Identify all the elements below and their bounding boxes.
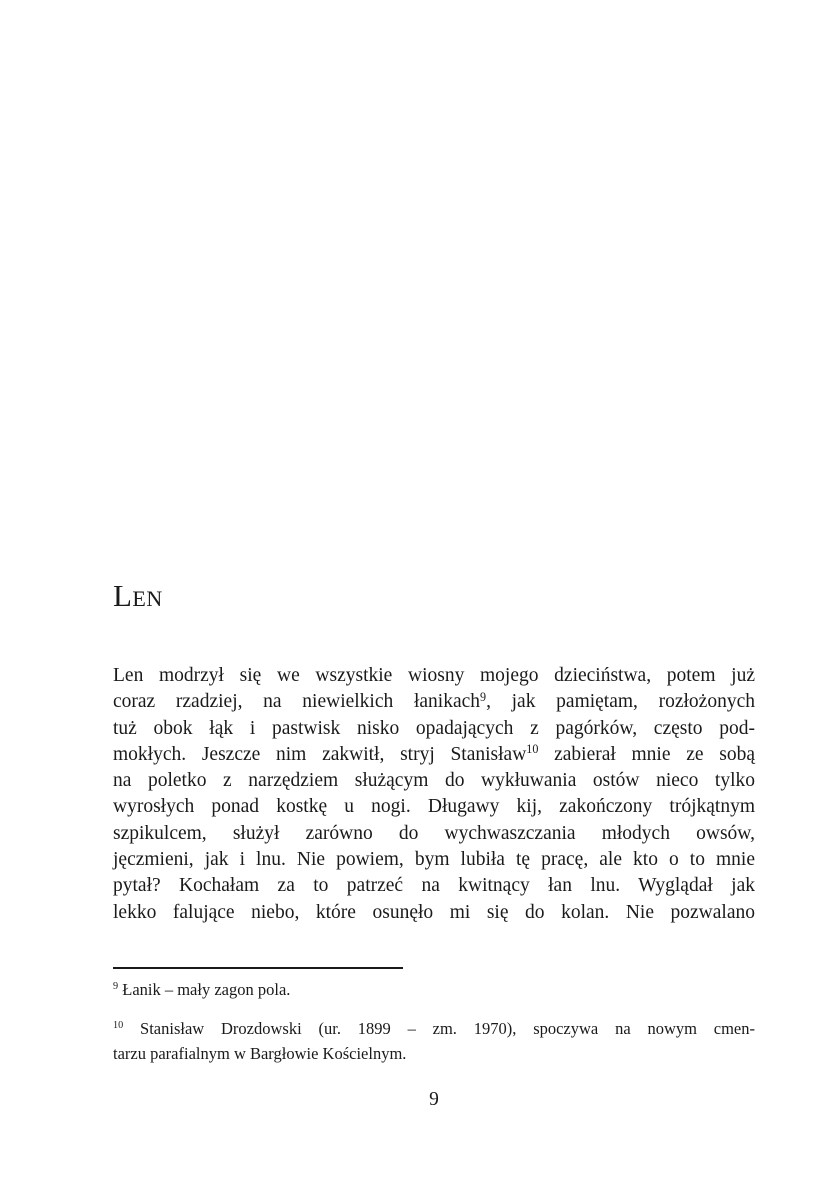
text-line: wyrosłych ponad kostkę u nogi. Długawy kij, zakończony trójkątnym	[113, 796, 755, 818]
footnote-reference: 9	[480, 689, 487, 704]
text-line: $^9$ Łanik – mały zagon pola.	[113, 980, 291, 999]
footnote-reference: 10	[113, 1020, 124, 1032]
text-line: Len modrzył się we wszystkie wiosny mojego dzieciństwa, potem już	[113, 665, 755, 686]
text-line: lekko falujące niebo, które osunęło mi się do kolan. Nie pozwalano	[113, 901, 755, 923]
footnote-10	[113, 1016, 755, 1066]
footnote-9	[113, 977, 755, 1002]
text-line: coraz rzadziej, na niewielkich łanikach$^9$, jak pamiętam, rozłożonych	[113, 689, 755, 713]
text-line: $^{10}$ Stanisław Drozdowski (ur. 1899 – zm. 1970), spoczywa na nowym cmen-	[113, 1019, 755, 1038]
footnote-reference: 9	[113, 981, 119, 993]
text-line: na poletko z narzędziem służącym do wykłuwania ostów nieco tylko	[113, 770, 755, 792]
text-line: pytał? Kochałam za to patrzeć na kwitnący łan lnu. Wyglądał jak	[113, 875, 755, 897]
text-line: jęczmieni, jak i lnu. Nie powiem, bym lubiła tę pracę, ale kto o to mnie	[113, 849, 755, 871]
footnote-separator	[113, 967, 403, 969]
text-line: szpikulcem, służył zarówno do wychwaszczania młodych owsów,	[113, 822, 755, 844]
page-number: 9	[429, 1089, 439, 1110]
body-paragraph	[113, 663, 755, 926]
chapter-title: Len	[113, 578, 163, 613]
text-line: mokłych. Jeszcze nim zakwitł, stryj Stanisław$^{10}$ zabierał mnie ze sobą	[113, 742, 756, 765]
text-line: tarzu parafialnym w Bargłowie Kościelnym.	[113, 1044, 407, 1063]
text-line: tuż obok łąk i pastwisk nisko opadających z pagórków, często pod-	[113, 717, 755, 739]
footnote-reference: 10	[526, 742, 539, 757]
